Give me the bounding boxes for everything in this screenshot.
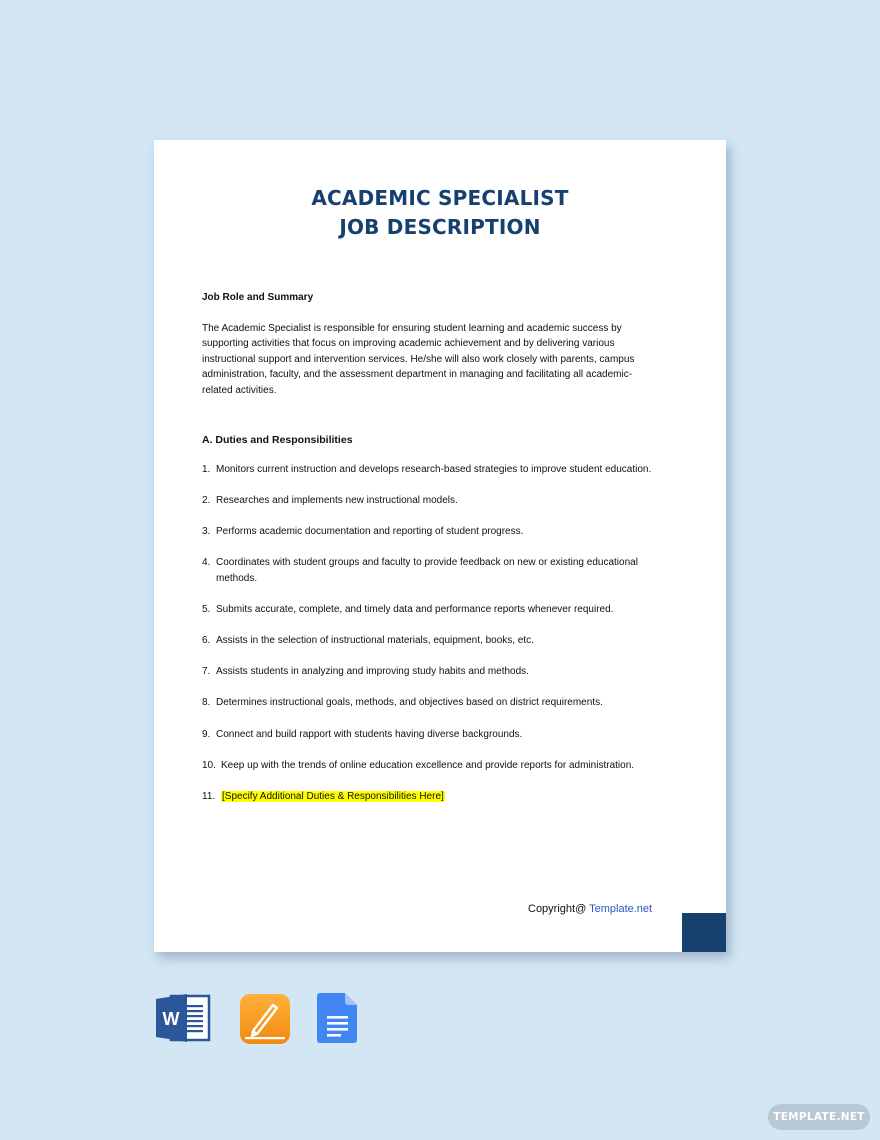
corner-accent-block	[682, 913, 726, 952]
duty-item	[202, 493, 657, 509]
document-title	[154, 184, 726, 242]
word-icon-letter: W	[162, 1009, 180, 1029]
role-heading: Job Role and Summary	[202, 292, 314, 303]
duty-number: 2.	[202, 495, 211, 507]
duty-number: 11.	[202, 790, 216, 802]
duty-item	[202, 664, 657, 680]
duty-item	[202, 758, 657, 774]
duty-number: 1.	[202, 464, 211, 476]
duty-item	[202, 555, 657, 586]
duty-text: Coordinates with student groups and faculty to provide feedback on new or existing educational methods.	[216, 557, 638, 585]
summary-paragraph: The Academic Specialist is responsible for ensuring student learning and academic success by supporting activities that focus on improving academic achievement and by delivering various instructional support and intervention services. He/she will also work closely with parents, campus administration, faculty, and the assessment department in managing and facilitating all academic-related activities.	[202, 322, 635, 396]
document-body	[202, 290, 657, 820]
duty-item	[202, 695, 657, 711]
duty-text: Determines instructional goals, methods, and objectives based on district requirements.	[216, 697, 603, 709]
duty-item	[202, 524, 657, 540]
docs-icon[interactable]	[317, 992, 359, 1044]
copyright-prefix: Copyright@	[528, 903, 587, 915]
duty-number: 9.	[202, 728, 211, 740]
duty-number: 7.	[202, 666, 211, 678]
duties-list	[202, 462, 657, 804]
duty-text-placeholder	[221, 789, 657, 805]
duty-number: 4.	[202, 557, 211, 569]
duty-number: 5.	[202, 604, 211, 616]
document-page	[154, 140, 726, 952]
duty-item	[202, 789, 657, 805]
duty-item	[202, 633, 657, 649]
duty-text: Submits accurate, complete, and timely data and performance reports whenever required.	[216, 604, 614, 616]
duty-text: Assists students in analyzing and improving study habits and methods.	[216, 666, 529, 678]
duty-number: 10.	[202, 759, 216, 771]
duty-number: 8.	[202, 697, 211, 709]
duty-text: Monitors current instruction and develops research-based strategies to improve student education.	[216, 464, 652, 476]
template-net-watermark: TEMPLATE.NET	[768, 1104, 870, 1130]
duties-heading: A. Duties and Responsibilities	[202, 433, 353, 446]
word-icon[interactable]	[154, 992, 212, 1044]
duty-text: Keep up with the trends of online education excellence and provide reports for administration.	[221, 759, 635, 771]
copyright-notice	[528, 903, 652, 915]
duty-item	[202, 727, 657, 743]
template-link[interactable]: Template.net	[589, 903, 653, 915]
duty-number: 6.	[202, 635, 211, 647]
duty-text: Connect and build rapport with students having diverse backgrounds.	[216, 728, 523, 740]
highlighted-placeholder: [Specify Additional Duties & Responsibilities Here]	[222, 790, 444, 802]
duty-item	[202, 602, 657, 618]
duty-text: Performs academic documentation and reporting of student progress.	[216, 526, 524, 538]
duty-text: Assists in the selection of instructional materials, equipment, books, etc.	[216, 635, 534, 647]
duty-text: Researches and implements new instructional models.	[216, 495, 458, 507]
pages-icon[interactable]	[239, 993, 291, 1045]
duty-item	[202, 462, 657, 478]
title-line-1: ACADEMIC SPECIALIST	[311, 186, 569, 210]
title-line-2: JOB DESCRIPTION	[339, 215, 541, 239]
duty-number: 3.	[202, 526, 211, 538]
